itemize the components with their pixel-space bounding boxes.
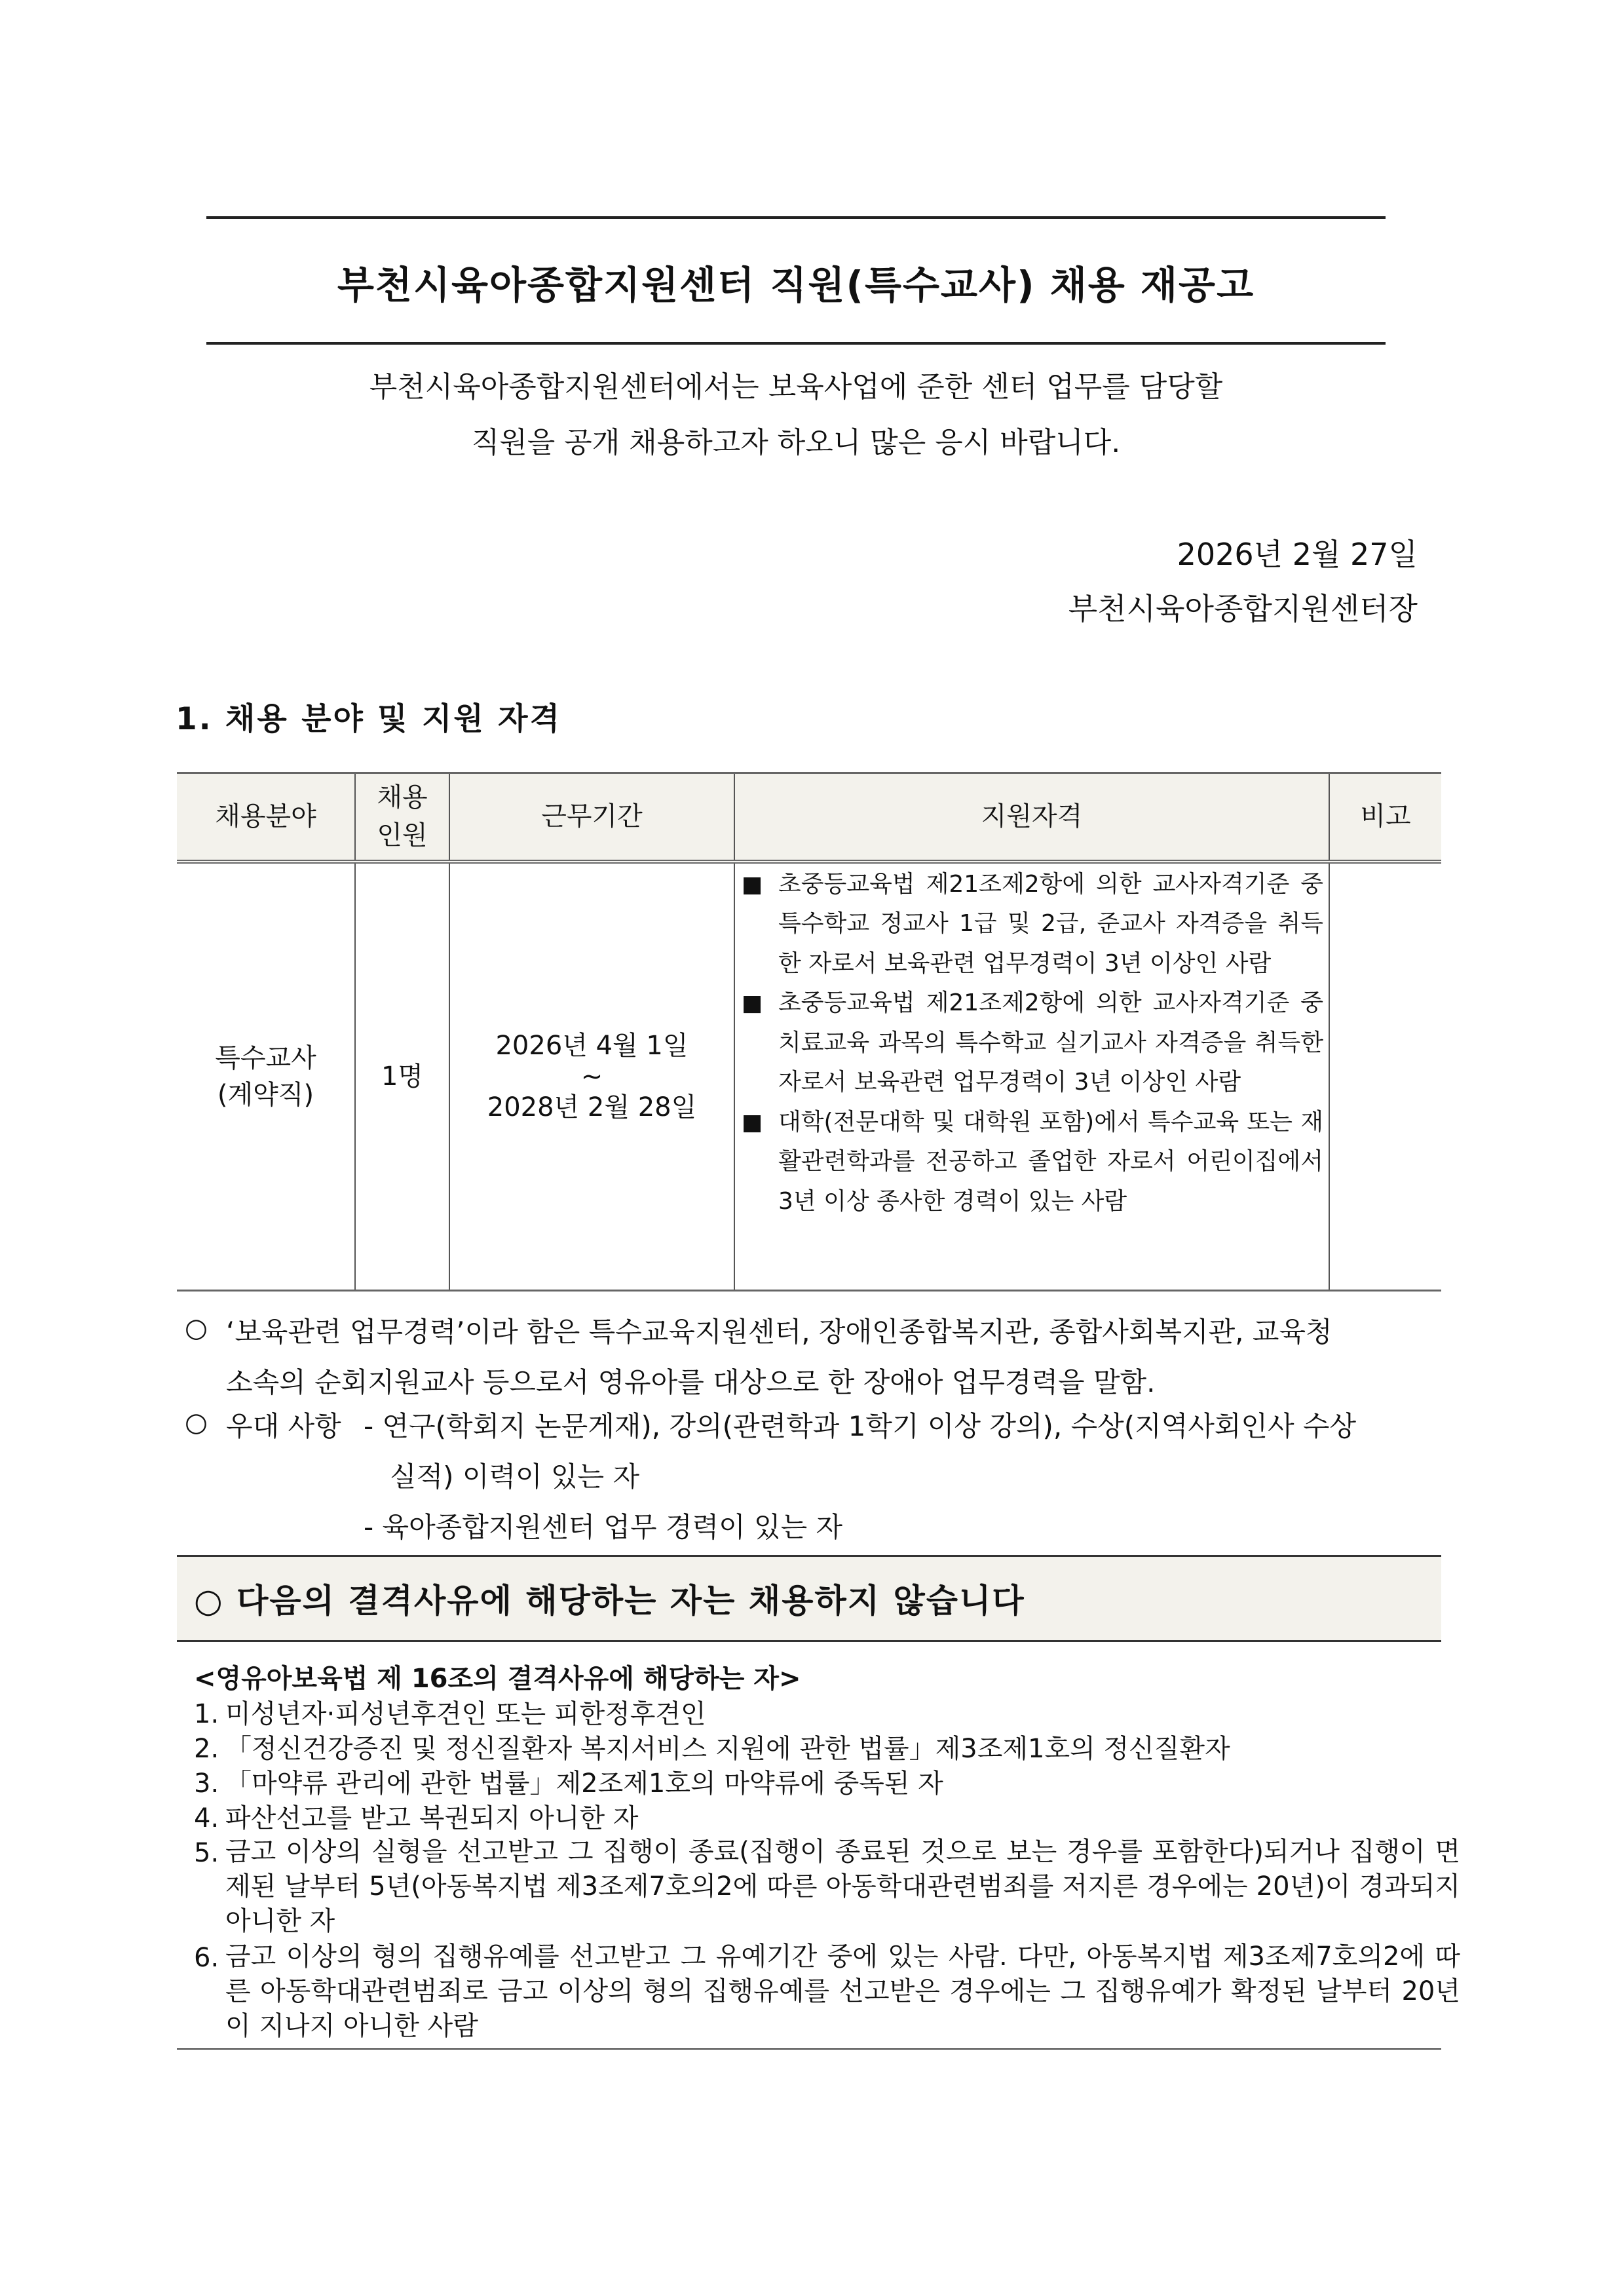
preference-item-line: 실적) 이력이 있는 자: [390, 1461, 640, 1493]
list-text: 미성년자·피성년후견인 또는 피한정후견인: [225, 1699, 706, 1729]
field-line: 특수교사: [215, 1043, 316, 1073]
title-bottom-rule: [206, 342, 1386, 345]
white-circle-icon: ○: [185, 1313, 208, 1343]
cell-qualification: [734, 862, 1329, 1291]
note-experience-line: 소속의 순회지원교사 등으로서 영유아를 대상으로 한 장애아 업무경력을 말함.: [226, 1366, 1156, 1398]
note-experience-line: ‘보육관련 업무경력’이라 함은 특수교육지원센터, 장애인종합복지관, 종합사회복지관, 교육청: [226, 1316, 1332, 1348]
title-top-rule: [206, 216, 1386, 219]
list-number: 4.: [194, 1803, 219, 1833]
list-item: [194, 1800, 1460, 1837]
list-number: 3.: [194, 1769, 219, 1799]
list-number: 2.: [194, 1734, 219, 1764]
black-square-icon: ■: [742, 990, 763, 1016]
recruitment-table: [177, 772, 1441, 1292]
list-number: 5.: [194, 1838, 219, 1868]
list-number: 6.: [194, 1943, 219, 1973]
list-item: [194, 1696, 1460, 1733]
qualification-text: 초중등교육법 제21조제2항에 의한 교사자격기준 중 특수학교 정교사 1급 및 2급, 준교사 자격증을 취득한 자로서 보육관련 업무경력이 3년 이상인 사람: [778, 870, 1323, 977]
header-qualification: 지원자격: [734, 773, 1329, 862]
list-number: 1.: [194, 1699, 219, 1729]
table-row: [177, 862, 1441, 1291]
qualification-item: [738, 865, 1323, 984]
list-text: 금고 이상의 실형을 선고받고 그 집행이 종료(집행이 종료된 것으로 보는 경우를 포함한다)되거나 집행이 면제된 날부터 5년(아동복지법 제3조제7호의2에 따른 아동학대관련범죄를 저지른 경우에는 20년)이 경과되지 아니한 자: [225, 1837, 1460, 1936]
page-title: 부천시육아종합지원센터 직원(특수교사) 채용 재공고: [337, 263, 1255, 307]
intro-line: 직원을 공개 채용하고자 하오니 많은 응시 바랍니다.: [471, 426, 1121, 459]
qualification-item: [738, 1103, 1323, 1222]
table-header-row: [177, 773, 1441, 862]
qualification-item: [738, 984, 1323, 1103]
disqualification-title-text: 다음의 결격사유에 해당하는 자는 채용하지 않습니다: [236, 1582, 1025, 1620]
list-item: [194, 1731, 1460, 1768]
section-heading: 1. 채용 분야 및 지원 자격: [176, 701, 561, 737]
black-square-icon: ■: [742, 1109, 763, 1136]
list-text: 「정신건강증진 및 정신질환자 복지서비스 지원에 관한 법률」제3조제1호의 정신질환자: [225, 1734, 1230, 1764]
header-count: [355, 773, 449, 862]
period-end: 2028년 2월 28일: [487, 1092, 697, 1122]
header-remark: 비고: [1329, 773, 1441, 862]
law-heading: <영유아보육법 제 16조의 결격사유에 해당하는 자>: [194, 1664, 801, 1694]
list-item: [194, 1765, 1460, 1803]
black-square-icon: ■: [742, 871, 763, 898]
white-circle-icon: ○: [194, 1582, 224, 1620]
preference-label: 우대 사항: [226, 1410, 341, 1442]
qualification-text: 초중등교육법 제21조제2항에 의한 교사자격기준 중 치료교육 과목의 특수학교 실기교사 자격증을 취득한 자로서 보육관련 업무경력이 3년 이상인 사람: [778, 989, 1323, 1096]
disqualification-title: [194, 1575, 1025, 1622]
preference-item-line: - 연구(학회지 논문게재), 강의(관련학과 1학기 이상 강의), 수상(지역사회인사 수상: [364, 1410, 1357, 1442]
list-text: 금고 이상의 형의 집행유예를 선고받고 그 유예기간 중에 있는 사람. 다만, 아동복지법 제3조제7호의2에 따른 아동학대관련범죄로 금고 이상의 형의 집행유예를 선고받은 경우에는 그 집행유예가 확정된 날부터 20년이 지나지 아니한 사람: [225, 1942, 1460, 2041]
header-count-line: 인원: [377, 820, 428, 851]
list-item: [194, 1940, 1460, 2044]
list-text: 파산선고를 받고 복권되지 아니한 자: [225, 1803, 639, 1833]
intro-line: 부천시육아종합지원센터에서는 보육사업에 준한 센터 업무를 담당할: [369, 370, 1223, 404]
cell-period: [449, 862, 734, 1291]
header-field: 채용분야: [177, 773, 355, 862]
preference-item-line: - 육아종합지원센터 업무 경력이 있는 자: [364, 1511, 843, 1543]
list-item: [194, 1835, 1460, 1940]
period-start: 2026년 4월 1일: [495, 1030, 689, 1061]
white-circle-icon: ○: [185, 1407, 208, 1438]
period-separator: ~: [580, 1061, 603, 1092]
header-count-line: 채용: [377, 782, 428, 813]
header-period: 근무기간: [449, 773, 734, 862]
cell-remark: [1329, 862, 1441, 1291]
cell-field: [177, 862, 355, 1291]
qualification-text: 대학(전문대학 및 대학원 포함)에서 특수교육 또는 재활관련학과를 전공하고 졸업한 자로서 어린이집에서 3년 이상 종사한 경력이 있는 사람: [778, 1108, 1323, 1215]
announcement-date: 2026년 2월 27일: [1177, 537, 1418, 572]
intro-paragraph: [206, 359, 1386, 470]
issuer-name: 부천시육아종합지원센터장: [1068, 591, 1418, 626]
bottom-rule: [177, 2048, 1441, 2050]
cell-count: 1명: [355, 862, 449, 1291]
field-line: (계약직): [217, 1079, 314, 1110]
list-text: 「마약류 관리에 관한 법률」제2조제1호의 마약류에 중독된 자: [225, 1769, 943, 1799]
